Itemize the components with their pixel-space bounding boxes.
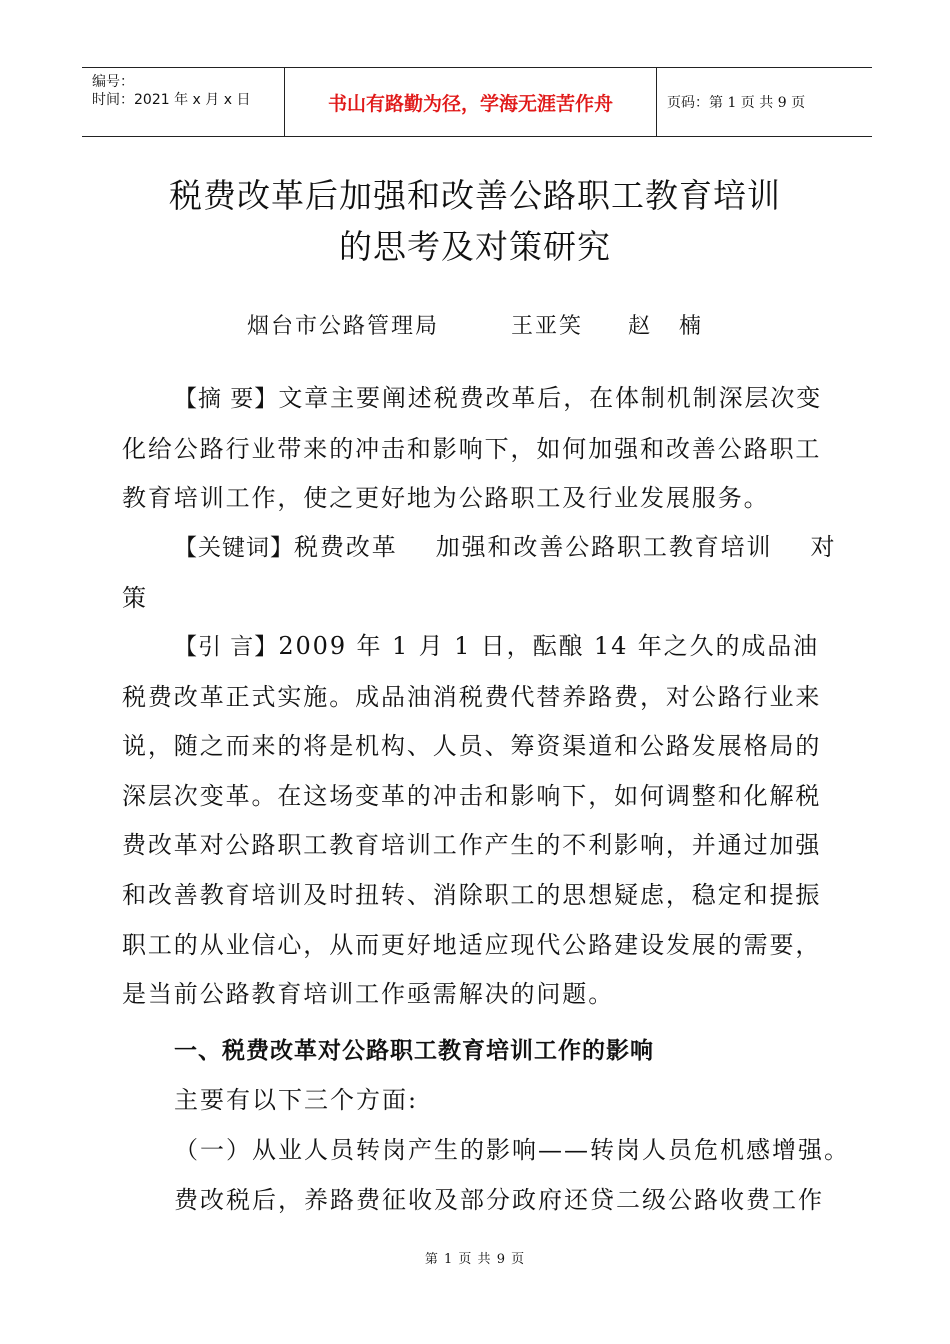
subsection-1-text: 费改税后，养路费征收及部分政府还贷二级公路收费工作 <box>174 1186 824 1214</box>
header-motto: 书山有路勤为径，学海无涯苦作舟 <box>285 68 657 136</box>
introduction-paragraph <box>122 622 842 1020</box>
keywords-text: 税费改革 加强和改善公路职工教育培训 对策 <box>122 533 837 612</box>
header-page-number: 页码：第 1 页 共 9 页 <box>667 95 806 111</box>
section-1-intro: 主要有以下三个方面: <box>174 1086 419 1114</box>
introduction-text: 2009 年 1 月 1 日，酝酿 14 年之久的成品油税费改革正式实施。成品油消税费代替养路费，对公路行业来说，随之而来的将是机构、人员、筹资渠道和公路发展格局的深层次变革。在这场变革的冲击和影响下，如何调整和化解税费改革对公路职工教育培训工作产生的不利影响，并通过加强和改善教育培训及时扭转、消除职工的思想疑虑，稳定和提振职工的从业信心，从而更好地适应现代公路建设发展的需要，是当前公路教育培训工作亟需解决的问题。 <box>122 632 822 1009</box>
abstract-paragraph <box>122 374 842 524</box>
document-time-label: 时间：2021 年 x 月 x 日 <box>92 92 251 108</box>
section-1-heading: 一、税费改革对公路职工教育培训工作的影响 <box>174 1038 654 1064</box>
subsection-1-heading: （一）从业人员转岗产生的影响——转岗人员危机感增强。 <box>174 1136 850 1164</box>
keywords-paragraph <box>122 523 842 623</box>
abstract-text: 文章主要阐述税费改革后，在体制机制深层次变化给公路行业带来的冲击和影响下，如何加强和改善公路职工教育培训工作，使之更好地为公路职工及行业发展服务。 <box>122 384 823 513</box>
keywords-label: 【关键词】 <box>174 535 294 561</box>
document-title-line-2: 的思考及对策研究 <box>339 227 611 266</box>
document-title-line-1: 税费改革后加强和改善公路职工教育培训 <box>169 176 781 215</box>
abstract-label: 【摘 要】 <box>174 386 279 412</box>
page-header <box>82 67 872 137</box>
document-number-label: 编号： <box>92 74 134 90</box>
header-meta <box>82 68 285 136</box>
introduction-label: 【引 言】 <box>174 634 279 660</box>
authors-line: 烟台市公路管理局 王亚笑 赵 楠 <box>247 314 703 339</box>
page-footer: 第 1 页 共 9 页 <box>424 1252 526 1267</box>
